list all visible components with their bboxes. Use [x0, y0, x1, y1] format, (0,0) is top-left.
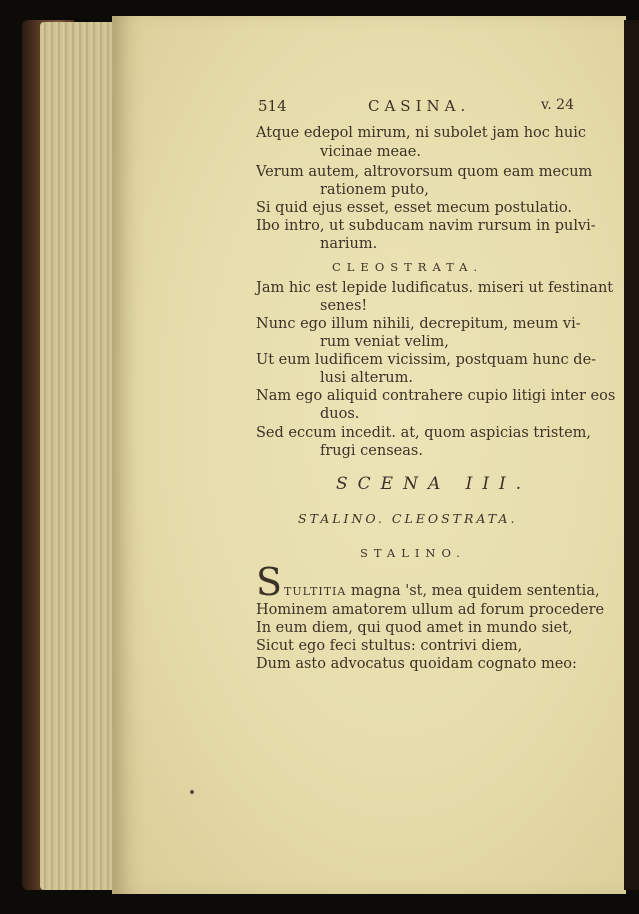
text-line: rum veniat velim,	[320, 334, 449, 350]
text-line: Sed eccum incedit. at, quom aspicias tristem,	[256, 425, 592, 441]
text-line: Verum autem, altrovorsum quom eam mecum	[256, 164, 593, 180]
text-line: Nunc ego illum nihili, decrepitum, meum vi-	[256, 316, 581, 332]
text-line: Si quid ejus esset, esset mecum postulatio.	[256, 200, 572, 216]
text-line: narium.	[320, 236, 378, 252]
running-title: CASINA.	[368, 97, 471, 115]
text-line: Ut eum ludificem vicissim, postquam hunc de-	[256, 352, 597, 368]
text-line: senes!	[320, 298, 368, 314]
scene-heading: SCENA III.	[336, 474, 532, 494]
text-line: duos.	[320, 406, 360, 422]
right-margin	[624, 20, 639, 890]
text-line: frugi censeas.	[320, 443, 423, 459]
line-rest: magna 'st, mea quidem sententia,	[346, 583, 600, 599]
text-line: rationem puto,	[320, 182, 429, 198]
text-line: Jam hic est lepide ludificatus. miseri ut festinant	[256, 280, 614, 296]
page-number: 514	[258, 97, 287, 115]
text-line: Nam ego aliquid contrahere cupio litigi inter eos	[256, 388, 616, 404]
text-line	[284, 582, 600, 601]
text-line: Hominem amatorem ullum ad forum procedere	[256, 602, 605, 618]
drop-cap: S	[256, 560, 283, 604]
first-word: TULTITIA	[284, 585, 347, 598]
ink-spot	[190, 790, 194, 794]
text-line: In eum diem, qui quod amet in mundo siet,	[256, 620, 573, 636]
text-line: Ibo intro, ut subducam navim rursum in pulvi-	[256, 218, 596, 234]
text-line: Dum asto advocatus quoidam cognato meo:	[256, 656, 577, 672]
text-line: lusi alterum.	[320, 370, 413, 386]
text-line: vicinae meae.	[320, 144, 421, 160]
text-line: Sicut ego feci stultus: contrivi diem,	[256, 638, 523, 654]
text-line: Atque edepol mirum, ni subolet jam hoc huic	[256, 125, 586, 141]
cast-list: STALINO. CLEOSTRATA.	[298, 511, 518, 526]
speaker-name: STALINO.	[360, 546, 466, 560]
verse-reference: v. 24	[541, 97, 574, 113]
speaker-name: CLEOSTRATA.	[332, 260, 484, 274]
running-header	[258, 97, 578, 119]
